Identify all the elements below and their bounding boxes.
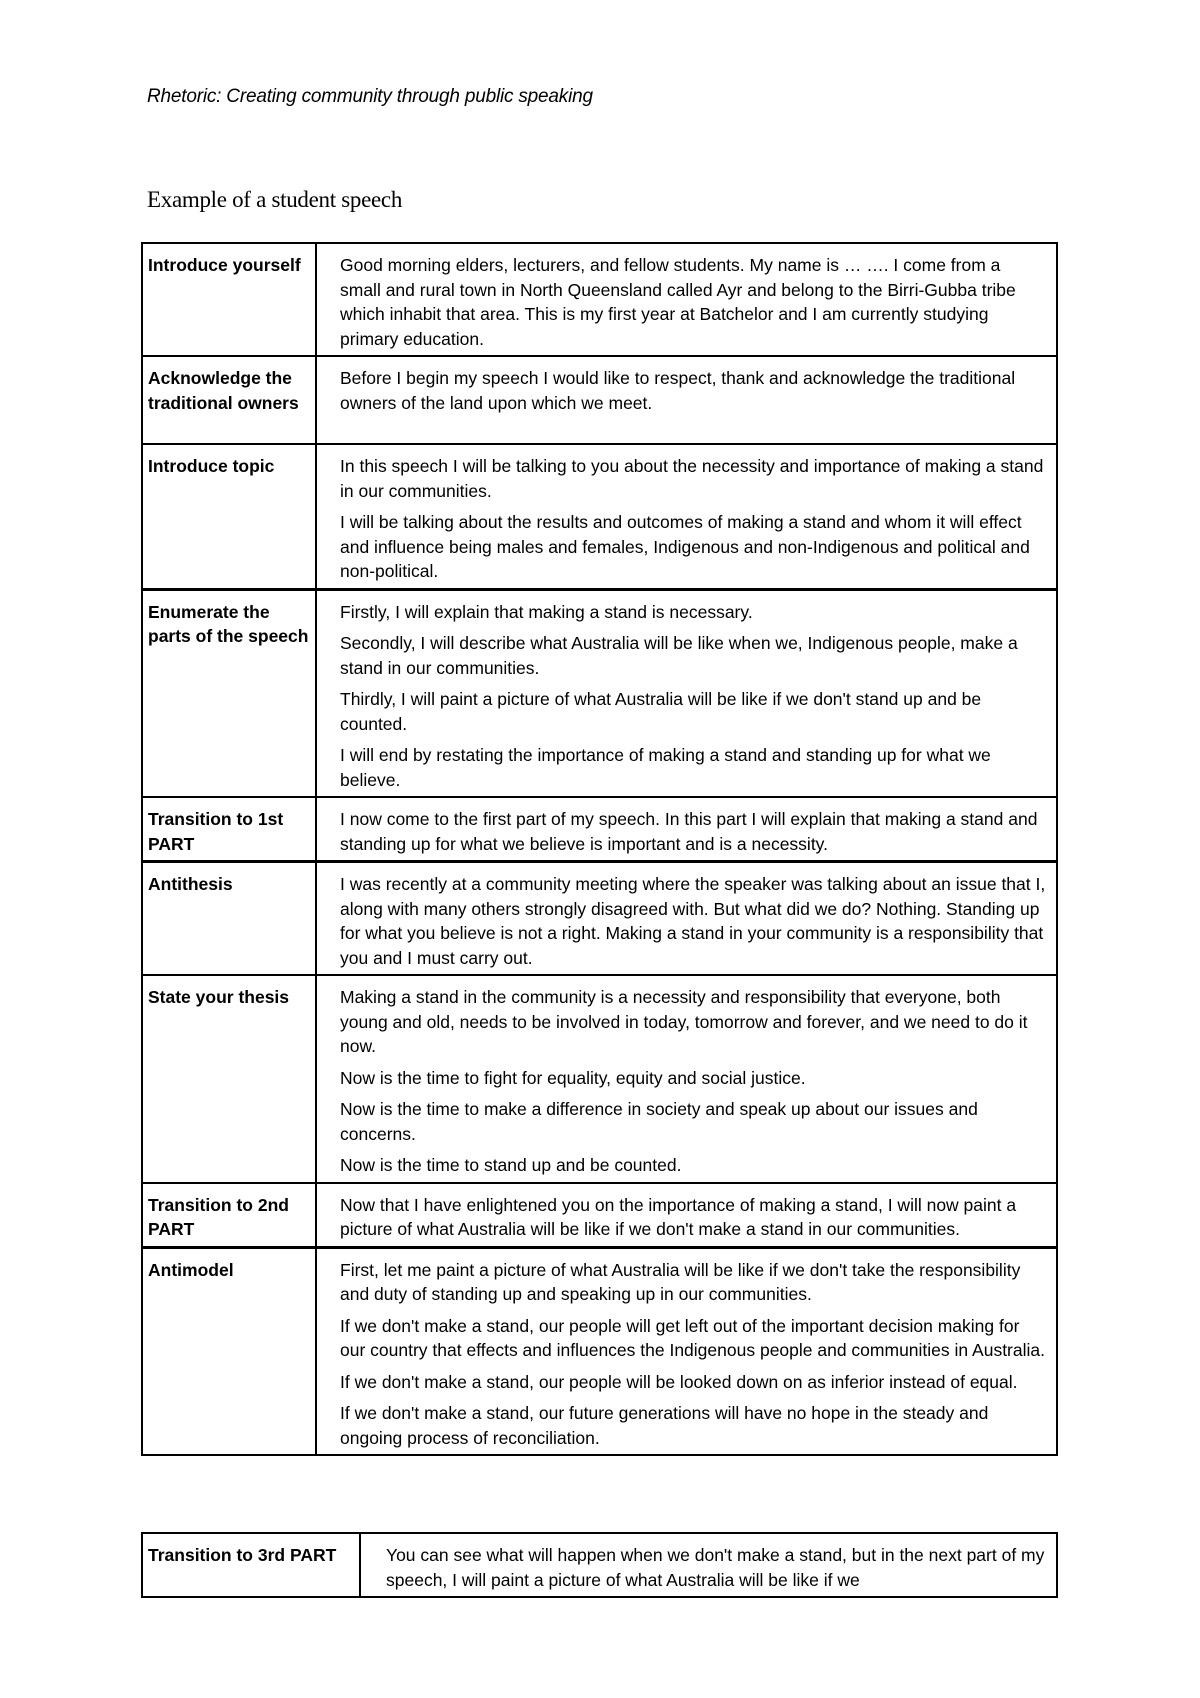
row-content (360, 1533, 1057, 1597)
row-paragraph: In this speech I will be talking to you about the necessity and importance of making a stand in our communities. (340, 456, 1044, 501)
row-label: State your thesis (142, 975, 316, 1183)
row-content (316, 243, 1057, 356)
row-paragraph: Thirdly, I will paint a picture of what Australia will be like if we don't stand up and be counted. (340, 689, 982, 734)
row-content (316, 975, 1057, 1183)
row-label: Transition to 3rd PART (142, 1533, 360, 1597)
row-content (316, 862, 1057, 976)
row-paragraph: Secondly, I will describe what Australia will be like when we, Indigenous people, make a stand in our communities. (340, 633, 1018, 678)
row-paragraph: Making a stand in the community is a necessity and responsibility that everyone, both young and old, needs to be involved in today, tomorrow and forever, and we need to do it now. (340, 987, 1028, 1056)
row-label: Antithesis (142, 862, 316, 976)
running-header: Rhetoric: Creating community through public speaking (147, 86, 593, 107)
table-row-antithesis (142, 862, 1057, 976)
row-label: Acknowledge the traditional owners (142, 356, 316, 444)
table-row-state-thesis (142, 975, 1057, 1183)
page-title: Example of a student speech (147, 187, 403, 212)
table-row-transition-3rd-part (142, 1533, 1057, 1597)
row-paragraph: First, let me paint a picture of what Australia will be like if we don't take the responsibility and duty of standing up and speaking up in our communities. (340, 1259, 1021, 1304)
row-paragraph: Now is the time to make a difference in society and speak up about our issues and concerns. (340, 1099, 978, 1144)
table-row-antimodel (142, 1247, 1057, 1455)
row-paragraph: If we don't make a stand, our people will get left out of the important decision making for our country that effects and influences the Indigenous people and communities in Australia. (340, 1315, 1045, 1360)
table-row-introduce-yourself (142, 243, 1057, 356)
row-label: Transition to 1st PART (142, 797, 316, 862)
row-content (316, 356, 1057, 444)
row-content (316, 1183, 1057, 1248)
row-paragraph: Now that I have enlightened you on the importance of making a stand, I will now paint a picture of what Australia will be like if we don't make a stand in our communities. (340, 1194, 1017, 1239)
speech-structure-table (141, 242, 1058, 1456)
row-label: Enumerate the parts of the speech (142, 589, 316, 797)
row-paragraph: I now come to the first part of my speech. In this part I will explain that making a stand and standing up for what we believe is important and is a necessity. (340, 809, 1038, 854)
row-paragraph: If we don't make a stand, our future generations will have no hope in the steady and ongoing process of reconciliation. (340, 1403, 989, 1448)
table-row-enumerate-parts (142, 589, 1057, 797)
row-content (316, 797, 1057, 862)
speech-continuation-table (141, 1532, 1058, 1598)
row-paragraph: I was recently at a community meeting where the speaker was talking about an issue that I, along with many others strongly disagreed with. But what did we do? Nothing. Standing up for what you believe is not a right. Making a stand in your community is a responsibility that you and I must carry out. (340, 874, 1046, 968)
row-paragraph: I will end by restating the importance of making a stand and standing up for what we believe. (340, 745, 991, 790)
row-paragraph: Firstly, I will explain that making a stand is necessary. (340, 601, 753, 622)
row-paragraph: Now is the time to fight for equality, equity and social justice. (340, 1067, 806, 1088)
row-content (316, 589, 1057, 797)
row-paragraph: Now is the time to stand up and be counted. (340, 1155, 682, 1175)
row-paragraph: Before I begin my speech I would like to respect, thank and acknowledge the traditional owners of the land upon which we meet. (340, 368, 1016, 413)
row-paragraph: Good morning elders, lecturers, and fellow students. My name is … …. I come from a small and rural town in North Queensland called Ayr and belong to the Birri-Gubba tribe which inhabit that area. This is my first year at Batchelor and I am currently studying primary education. (340, 255, 1016, 349)
table-row-transition-2nd-part (142, 1183, 1057, 1248)
row-label: Introduce topic (142, 444, 316, 589)
table-row-introduce-topic (142, 444, 1057, 589)
table-row-acknowledge-owners (142, 356, 1057, 444)
row-content (316, 1247, 1057, 1455)
row-paragraph: I will be talking about the results and outcomes of making a stand and whom it will effect and influence being males and females, Indigenous and non-Indigenous and political and non-political. (340, 512, 1030, 581)
row-paragraph: If we don't make a stand, our people will be looked down on as inferior instead of equal. (340, 1371, 1018, 1392)
row-label: Introduce yourself (142, 243, 316, 356)
row-content (316, 444, 1057, 589)
row-label: Antimodel (142, 1247, 316, 1455)
table-row-transition-1st-part (142, 797, 1057, 862)
row-paragraph: You can see what will happen when we don't make a stand, but in the next part of my speech, I will paint a picture of what Australia will be like if we (386, 1545, 1045, 1590)
row-label: Transition to 2nd PART (142, 1183, 316, 1248)
